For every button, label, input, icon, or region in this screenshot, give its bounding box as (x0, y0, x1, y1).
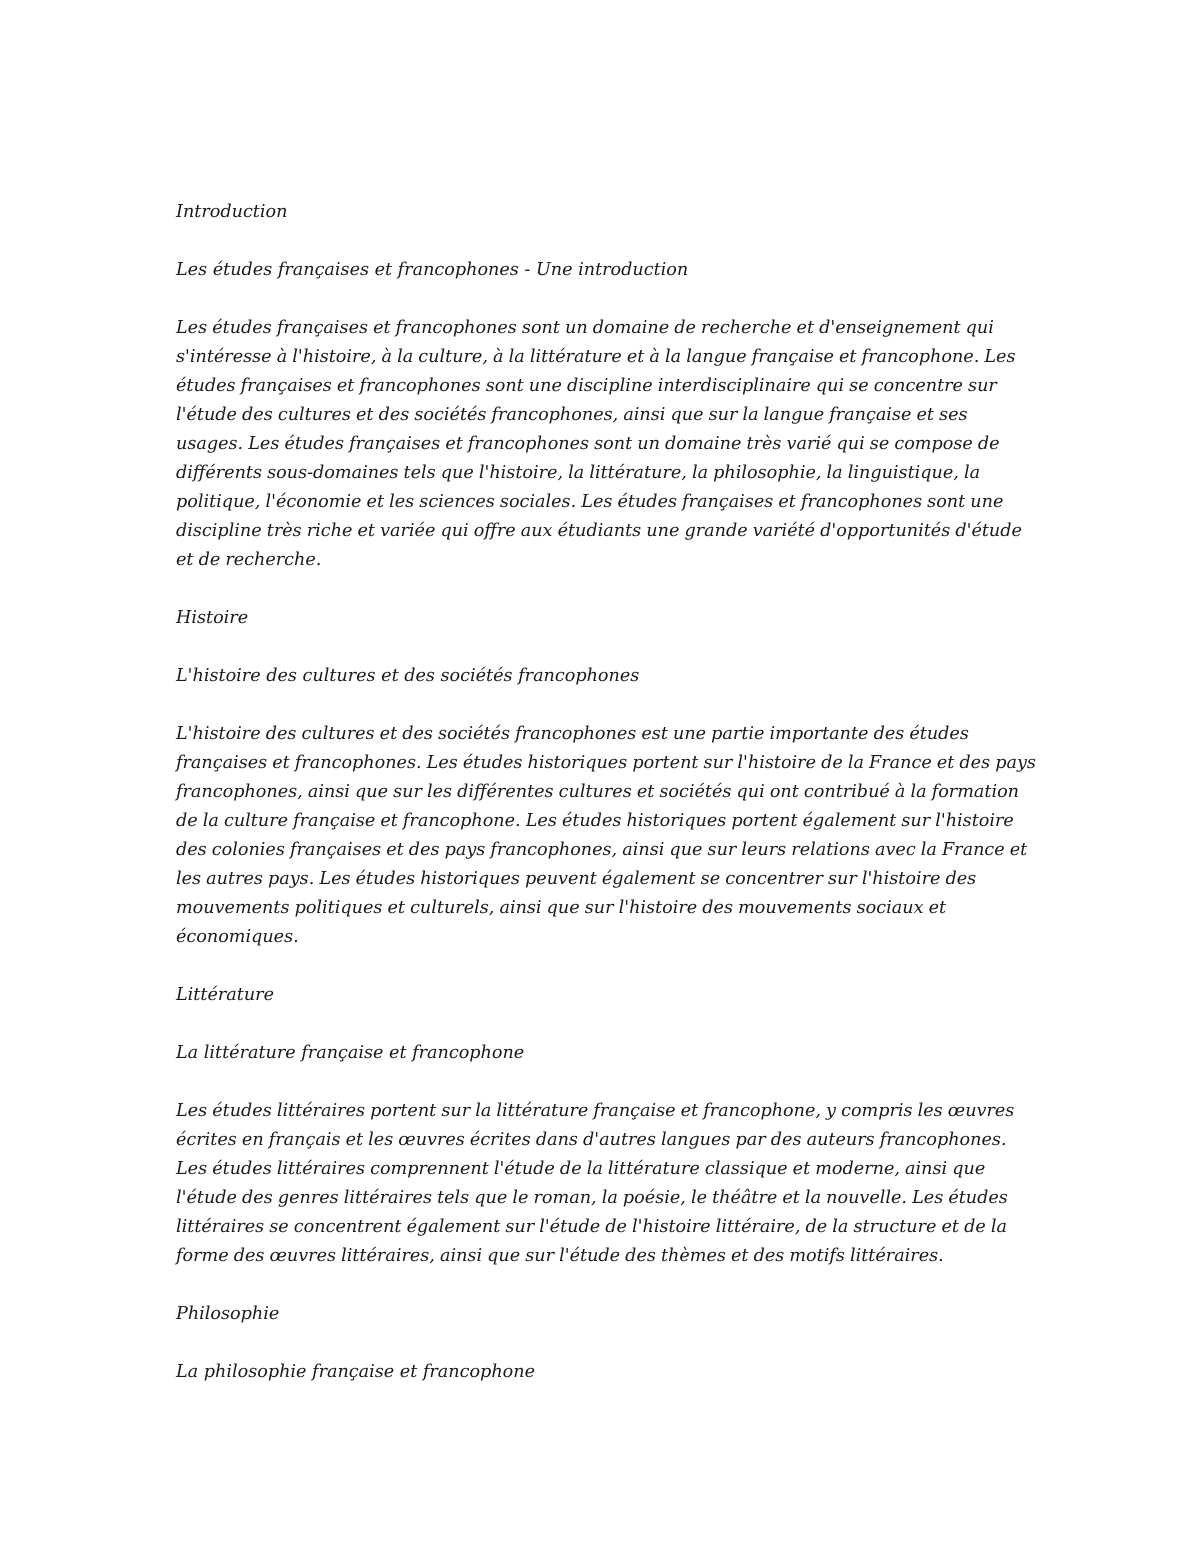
document-body (176, 198, 1036, 1416)
section-subheading-philosophie: La philosophie française et francophone (176, 1362, 535, 1382)
section-subheading-litterature: La littérature française et francophone (176, 1043, 525, 1063)
section-heading-litterature: Littérature (176, 985, 274, 1005)
section-paragraph-introduction: Les études françaises et francophones sont un domaine de recherche et d'enseignement qui s'intéresse à l'histoire, à la culture, à la littérature et à la langue française et francophone. Les études françaises et francophones sont une discipline interdisciplinaire qui se concentre sur l'étude des cultures et des sociétés francophones, ainsi que sur la langue française et ses usages. Les études françaises et francophones sont un domaine très varié qui se compose de différents sous-domaines tels que l'histoire, la littérature, la philosophie, la linguistique, la politique, l'économie et les sciences sociales. Les études françaises et francophones sont une discipline très riche et variée qui offre aux étudiants une grande variété d'opportunités d'étude et de recherche. (176, 318, 1022, 570)
section-subheading-histoire: L'histoire des cultures et des sociétés francophones (176, 666, 640, 686)
section-heading-histoire: Histoire (176, 608, 249, 628)
section-heading-philosophie: Philosophie (176, 1304, 280, 1324)
section-subheading-introduction: Les études françaises et francophones - Une introduction (176, 260, 689, 280)
section-paragraph-histoire: L'histoire des cultures et des sociétés francophones est une partie importante des études françaises et francophones. Les études historiques portent sur l'histoire de la France et des pays francophones, ainsi que sur les différentes cultures et sociétés qui ont contribué à la formation de la culture française et francophone. Les études historiques portent également sur l'histoire des colonies françaises et des pays francophones, ainsi que sur leurs relations avec la France et les autres pays. Les études historiques peuvent également se concentrer sur l'histoire des mouvements politiques et culturels, ainsi que sur l'histoire des mouvements sociaux et économiques. (176, 724, 1036, 947)
section-paragraph-litterature: Les études littéraires portent sur la littérature française et francophone, y compris les œuvres écrites en français et les œuvres écrites dans d'autres langues par des auteurs francophones. Les études littéraires comprennent l'étude de la littérature classique et moderne, ainsi que l'étude des genres littéraires tels que le roman, la poésie, le théâtre et la nouvelle. Les études littéraires se concentrent également sur l'étude de l'histoire littéraire, de la structure et de la forme des œuvres littéraires, ainsi que sur l'étude des thèmes et des motifs littéraires. (176, 1101, 1015, 1266)
section-heading-introduction: Introduction (176, 202, 288, 222)
